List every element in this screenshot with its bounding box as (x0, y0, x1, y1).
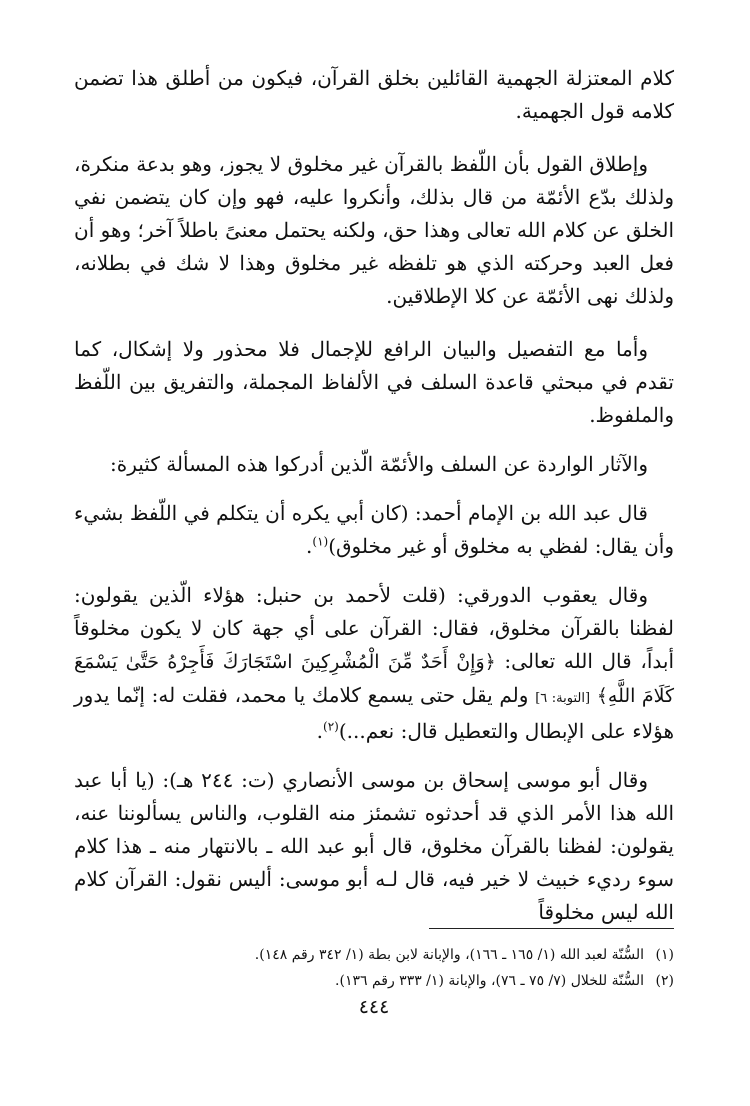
paragraph-6-text-a: وقال يعقوب الدورقي: (قلت لأحمد بن حنبل: هؤلاء الّذين يقولون: لفظنا بالقرآن مخلوق، فقال: القرآن على أي جهة كان لا يكون مخلوقاً أبداً، قال الله تعالى: (74, 583, 674, 673)
footnote-ref-1: (١) (312, 534, 329, 549)
footnote-text: السُّنّة لعبد الله (١/ ١٦٥ ـ ١٦٦)، والإبانة لابن بطة (١/ ٣٤٢ رقم ١٤٨). (254, 947, 644, 963)
footnote-number: (٢) (655, 973, 674, 989)
footnote-number: (١) (655, 947, 674, 963)
paragraph-7: وقال أبو موسى إسحاق بن موسى الأنصاري (ت: ٢٤٤ هـ): (يا أبا عبد الله هذا الأمر الذي قد أحدثوه تشمئز منه القلوب، والناس يسألوننا عنه، يقولون: لفظنا بالقرآن مخلوق، قال أبو عبد الله ـ بالانتهار منه ـ هذا كلام سوء رديء خبيث لا خير فيه، قال لـه أبو موسى: أليس نقول: القرآن كلام الله ليس مخلوقاً (74, 768, 675, 924)
verse-reference: [التوبة: ٦] (535, 691, 591, 706)
paragraph-6-text-b: ولم يقل حتى يسمع كلامك يا محمد، فقلت له: إنّما يدور هؤلاء على الإبطال والتعطيل قال: نعم...) (74, 683, 674, 743)
paragraph-5-text: قال عبد الله بن الإمام أحمد: (كان أبي يكره أن يتكلم في اللّفظ بشيء وأن يقال: لفظي به مخلوق أو غير مخلوق) (74, 501, 674, 558)
paragraph-3: وأما مع التفصيل والبيان الرافع للإجمال فلا محذور ولا إشكال، كما تقدم في مبحثي قاعدة السلف في الألفاظ المجملة، والتفريق بين اللّفظ والملفوظ. (74, 337, 674, 427)
page-number: ٤٤٤ (358, 996, 390, 1018)
quran-verse: ﴿وَإِنْ أَحَدٌ مِّنَ الْمُشْرِكِينَ اسْتَجَارَكَ فَأَجِرْهُ حَتَّىٰ يَسْمَعَ كَلَامَ اللَّهِ﴾ (74, 651, 675, 707)
footnote-1 (74, 942, 674, 968)
paragraph-5-end: . (306, 534, 313, 558)
footnotes (74, 942, 674, 994)
paragraph-6-end: . (316, 719, 323, 743)
footnote-divider (429, 928, 674, 929)
paragraph-5 (74, 497, 674, 563)
paragraph-2: وإطلاق القول بأن اللّفظ بالقرآن غير مخلوق لا يجوز، وهو بدعة منكرة، ولذلك بدّع الأئمّة من قال بذلك، وأنكروا عليه، فهو وإن كان يتضمن نفي الخلق عن كلام الله تعالى وهذا حق، ولكنه يحتمل معنىً باطلاً آخر؛ وهو أن فعل العبد وحركته الذي هو تلفظه غير مخلوق وهذا لا شك في بطلانه، ولذلك نهى الأئمّة عن كلا الإطلاقين. (74, 152, 674, 308)
paragraph-6 (74, 579, 674, 748)
paragraph-1: كلام المعتزلة الجهمية القائلين بخلق القرآن، فيكون من أطلق هذا تضمن كلامه قول الجهمية. (74, 66, 674, 123)
footnote-2 (74, 968, 674, 994)
footnote-ref-2: (٢) (323, 719, 339, 734)
footnote-text: السُّنّة للخلال (٧/ ٧٥ ـ ٧٦)، والإبانة (١/ ٣٣٣ رقم ١٣٦). (335, 973, 644, 989)
paragraph-4: والآثار الواردة عن السلف والأئمّة الّذين أدركوا هذه المسألة كثيرة: (110, 452, 648, 476)
book-page (74, 62, 674, 1052)
